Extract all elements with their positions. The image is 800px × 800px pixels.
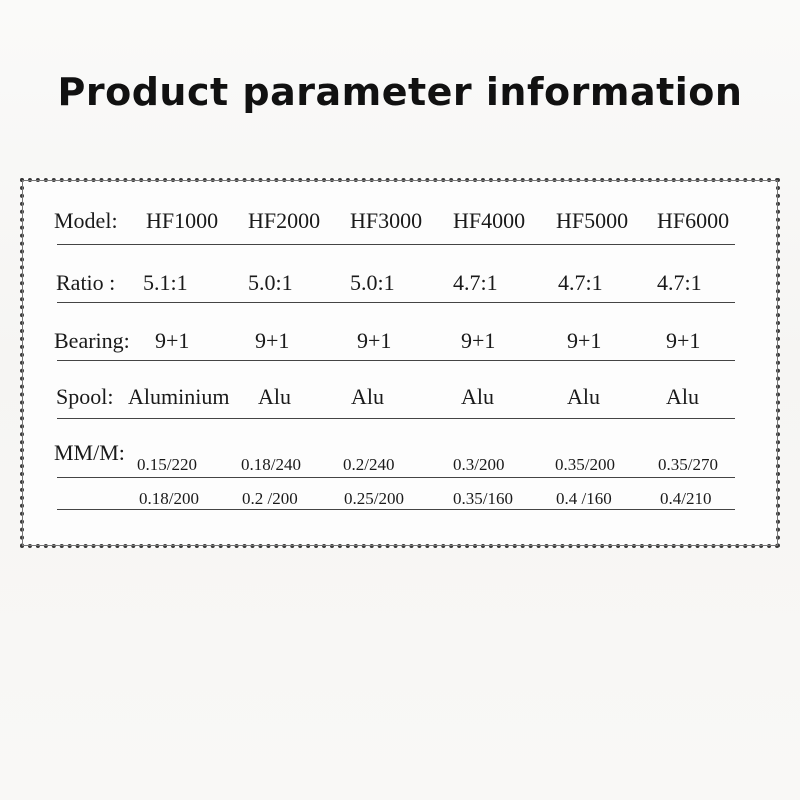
mmm-value: 0.35/270 bbox=[658, 455, 718, 474]
model-value: HF6000 bbox=[657, 208, 730, 233]
mmm-label: MM/M: bbox=[54, 440, 125, 465]
row-divider bbox=[57, 360, 735, 361]
ratio-label: Ratio : bbox=[56, 270, 116, 295]
bearing-value: 9+1 bbox=[155, 328, 190, 353]
ratio-value: 5.1:1 bbox=[143, 270, 188, 295]
ratio-value: 5.0:1 bbox=[248, 270, 293, 295]
bearing-value: 9+1 bbox=[666, 328, 701, 353]
spool-value: Alu bbox=[258, 384, 291, 409]
spool-value: Aluminium bbox=[128, 384, 230, 409]
model-value: HF5000 bbox=[556, 208, 629, 233]
bearing-label: Bearing: bbox=[54, 328, 130, 353]
mmm-value: 0.18/240 bbox=[241, 455, 301, 474]
bearing-value: 9+1 bbox=[567, 328, 602, 353]
model-value: HF4000 bbox=[453, 208, 526, 233]
spool-value: Alu bbox=[567, 384, 600, 409]
ratio-value: 4.7:1 bbox=[453, 270, 498, 295]
row-divider bbox=[57, 477, 735, 478]
mmm-value: 0.15/220 bbox=[137, 455, 197, 474]
row-divider bbox=[57, 418, 735, 419]
mmm-value: 0.2/240 bbox=[343, 455, 395, 474]
row-divider bbox=[57, 244, 735, 245]
spool-value: Alu bbox=[461, 384, 494, 409]
model-value: HF2000 bbox=[248, 208, 321, 233]
mmm-value: 0.18/200 bbox=[139, 489, 199, 508]
model-value: HF1000 bbox=[146, 208, 219, 233]
spool-value: Alu bbox=[351, 384, 384, 409]
row-divider bbox=[57, 302, 735, 303]
mmm-value: 0.25/200 bbox=[344, 489, 404, 508]
bearing-value: 9+1 bbox=[461, 328, 496, 353]
ratio-value: 5.0:1 bbox=[350, 270, 395, 295]
mmm-value: 0.2 /200 bbox=[242, 489, 298, 508]
mmm-value: 0.3/200 bbox=[453, 455, 505, 474]
page-title: Product parameter information bbox=[57, 70, 743, 114]
mmm-value: 0.4/210 bbox=[660, 489, 712, 508]
ratio-value: 4.7:1 bbox=[657, 270, 702, 295]
bearing-value: 9+1 bbox=[357, 328, 392, 353]
model-label: Model: bbox=[54, 208, 118, 233]
mmm-value: 0.4 /160 bbox=[556, 489, 612, 508]
model-value: HF3000 bbox=[350, 208, 423, 233]
spool-label: Spool: bbox=[56, 384, 114, 409]
spool-value: Alu bbox=[666, 384, 699, 409]
mmm-value: 0.35/160 bbox=[453, 489, 513, 508]
ratio-value: 4.7:1 bbox=[558, 270, 603, 295]
bearing-value: 9+1 bbox=[255, 328, 290, 353]
mmm-value: 0.35/200 bbox=[555, 455, 615, 474]
row-divider bbox=[57, 509, 735, 510]
